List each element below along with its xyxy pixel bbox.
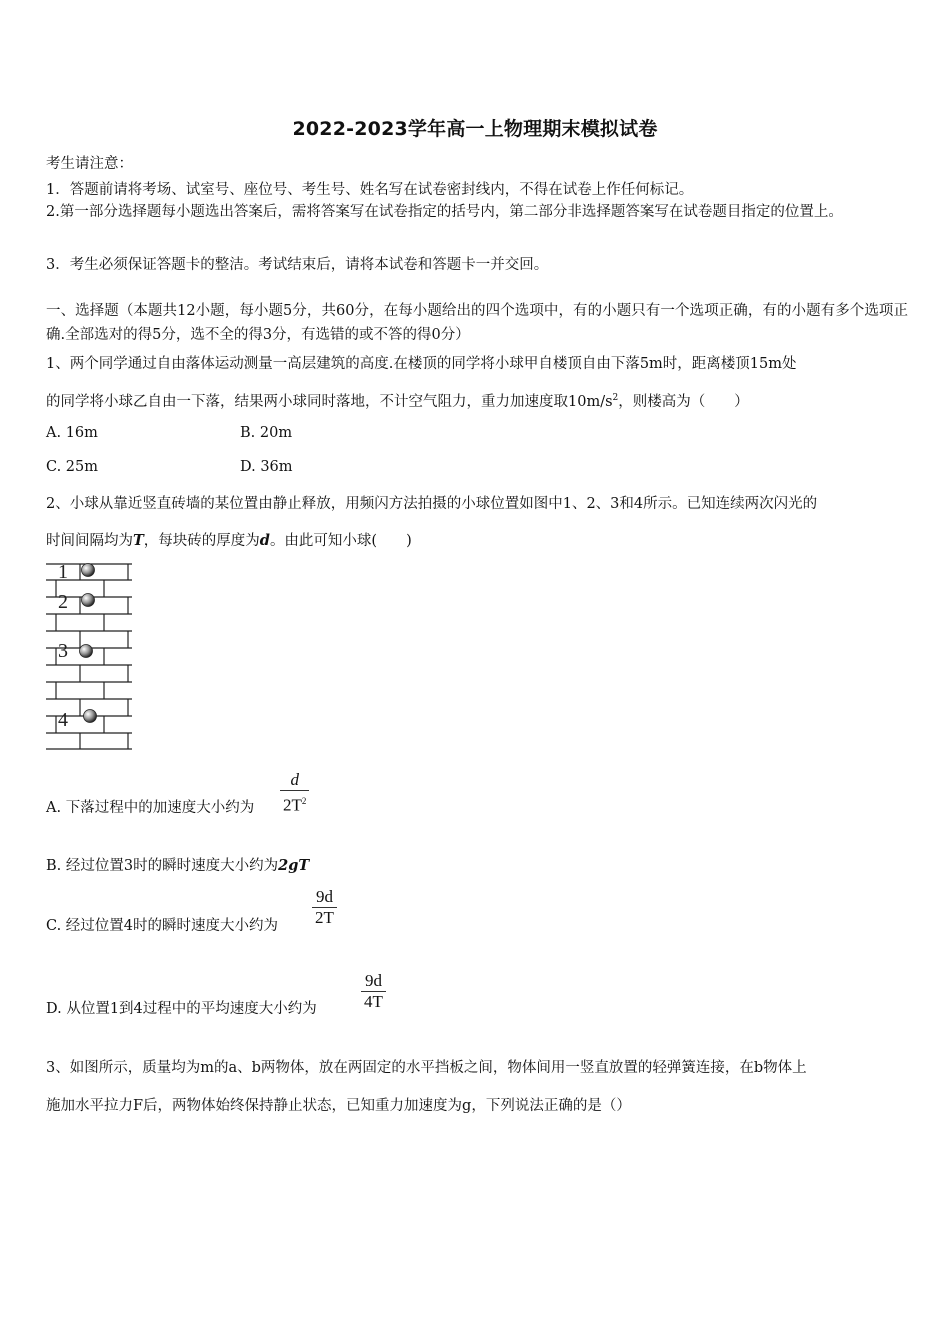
q2-option-b[interactable] xyxy=(46,854,309,875)
q2-option-a-fraction xyxy=(280,770,309,816)
brick-wall-figure xyxy=(44,560,136,752)
position-label-4: 4 xyxy=(58,709,68,731)
q2-option-a-denominator: $2T^2$ xyxy=(280,790,309,816)
q2-stem-line1: 2、小球从靠近竖直砖墙的某位置由静止释放，用频闪方法拍摄的小球位置如图中1、2、3和4所示。已知连续两次闪光的 xyxy=(46,496,818,512)
q3-stem-line1: 3、如图所示，质量均为m的a、b两物体，放在两固定的水平挡板之间，物体间用一竖直放置的轻弹簧连接，在b物体上 xyxy=(46,1060,807,1076)
q1-option-c[interactable]: C. 25m xyxy=(46,459,98,475)
q2-option-d[interactable]: D. 从位置1到4过程中的平均速度大小约为 xyxy=(46,1001,317,1017)
q1-stem-line2 xyxy=(46,390,749,411)
q1-option-a[interactable]: A. 16m xyxy=(46,425,98,441)
q1-unit-exponent: 2 xyxy=(612,393,619,404)
position-label-2: 2 xyxy=(58,591,68,613)
q2-option-b-value: 2gT xyxy=(278,857,310,874)
position-label-3: 3 xyxy=(58,640,68,662)
q2-option-d-fraction xyxy=(361,971,386,1012)
q2-option-c[interactable]: C. 经过位置4时的瞬时速度大小约为 xyxy=(46,918,279,934)
notice-item-3: 3．考生必须保证答题卡的整洁。考试结束后，请将本试卷和答题卡一并交回。 xyxy=(46,257,549,273)
position-label-1: 1 xyxy=(58,561,68,583)
q2-stem-part2: ，每块砖的厚度为 xyxy=(143,533,260,549)
q2-stem-part1: 时间间隔均为 xyxy=(46,533,133,549)
q2-option-c-denominator: 2T xyxy=(312,907,337,928)
q2-option-d-denominator: 4T xyxy=(361,991,386,1012)
q1-option-b[interactable]: B. 20m xyxy=(240,425,293,441)
q2-stem-line2 xyxy=(46,529,412,550)
q1-option-d[interactable]: D. 36m xyxy=(240,459,293,475)
q2-option-c-fraction xyxy=(312,887,337,928)
section-heading: 一、选择题（本题共12小题，每小题5分，共60分，在每小题给出的四个选项中，有的小题只有一个选项正确，有的小题有多个选项正确.全部选对的得5分，选不全的得3分，有选错的或不答的得0分） xyxy=(46,303,908,343)
q1-stem-line1: 1、两个同学通过自由落体运动测量一高层建筑的高度.在楼顶的同学将小球甲自楼顶自由下落5m时，距离楼顶15m处 xyxy=(46,356,797,372)
q1-stem-text: 的同学将小球乙自由一下落，结果两小球同时落地，不计空气阻力，重力加速度取10m/s xyxy=(46,394,613,410)
q3-stem-line2: 施加水平拉力F后，两物体始终保持静止状态，已知重力加速度为g，下列说法正确的是（） xyxy=(46,1098,631,1114)
q2-symbol-T: T xyxy=(133,532,144,549)
notice-item-2: 2.第一部分选择题每小题选出答案后，需将答案写在试卷指定的括号内，第二部分非选择题答案写在试卷题目指定的位置上。 xyxy=(46,204,843,220)
q2-option-a[interactable]: A. 下落过程中的加速度大小约为 xyxy=(46,800,255,816)
ball-position-3 xyxy=(80,645,93,658)
q2-symbol-d: d xyxy=(259,532,270,549)
q2-option-a-numerator: d xyxy=(290,770,299,789)
notice-item-1: 1．答题前请将考场、试室号、座位号、考生号、姓名写在试卷密封线内，不得在试卷上作任何标记。 xyxy=(46,182,694,198)
page-title: 2022-2023学年高一上物理期末模拟试卷 xyxy=(292,118,658,140)
notice-heading: 考生请注意： xyxy=(46,156,133,172)
q1-stem-end: ，则楼高为（ ） xyxy=(618,394,749,410)
q2-option-c-numerator: 9d xyxy=(315,887,333,906)
ball-position-1 xyxy=(82,564,95,577)
q2-option-d-numerator: 9d xyxy=(364,971,382,990)
q2-stem-part3: 。由此可知小球( ) xyxy=(269,533,412,549)
ball-position-4 xyxy=(84,710,97,723)
ball-position-2 xyxy=(82,594,95,607)
q2-option-b-text: B. 经过位置3时的瞬时速度大小约为 xyxy=(46,858,279,874)
